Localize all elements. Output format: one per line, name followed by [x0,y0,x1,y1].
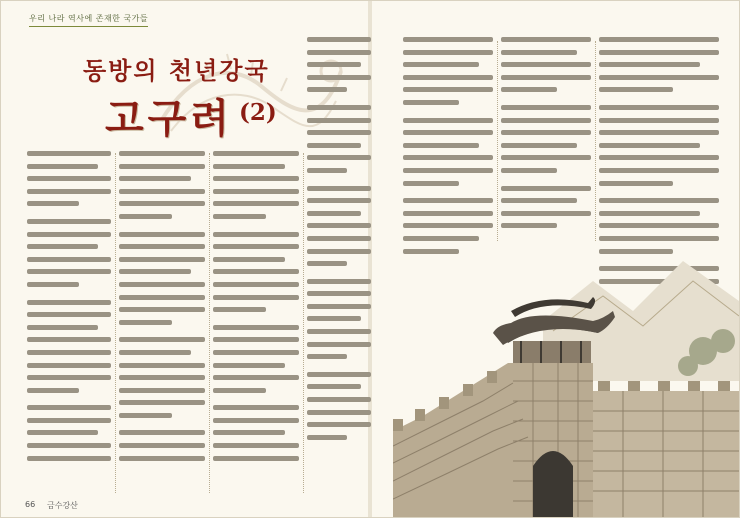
column-divider [303,153,304,493]
article-title: 동방의 천년강국 [83,56,270,85]
body-column-1 [27,151,111,496]
column-divider [209,153,210,493]
article-part-number: (2) [239,99,277,126]
article-title-main: 고구려 [105,95,233,142]
column-divider [115,153,116,493]
body-column-2 [119,151,205,496]
body-column-6 [501,37,591,257]
column-divider [595,41,596,241]
magazine-name: 금수강산 [47,501,78,510]
body-column-3 [213,151,299,496]
column-divider [497,41,498,241]
fortress-wall-illustration [393,241,739,517]
series-rubric: 우리 나라 역사에 존재한 국가들 [29,13,148,27]
body-column-4 [307,37,371,497]
page-number: 66 [25,500,36,509]
